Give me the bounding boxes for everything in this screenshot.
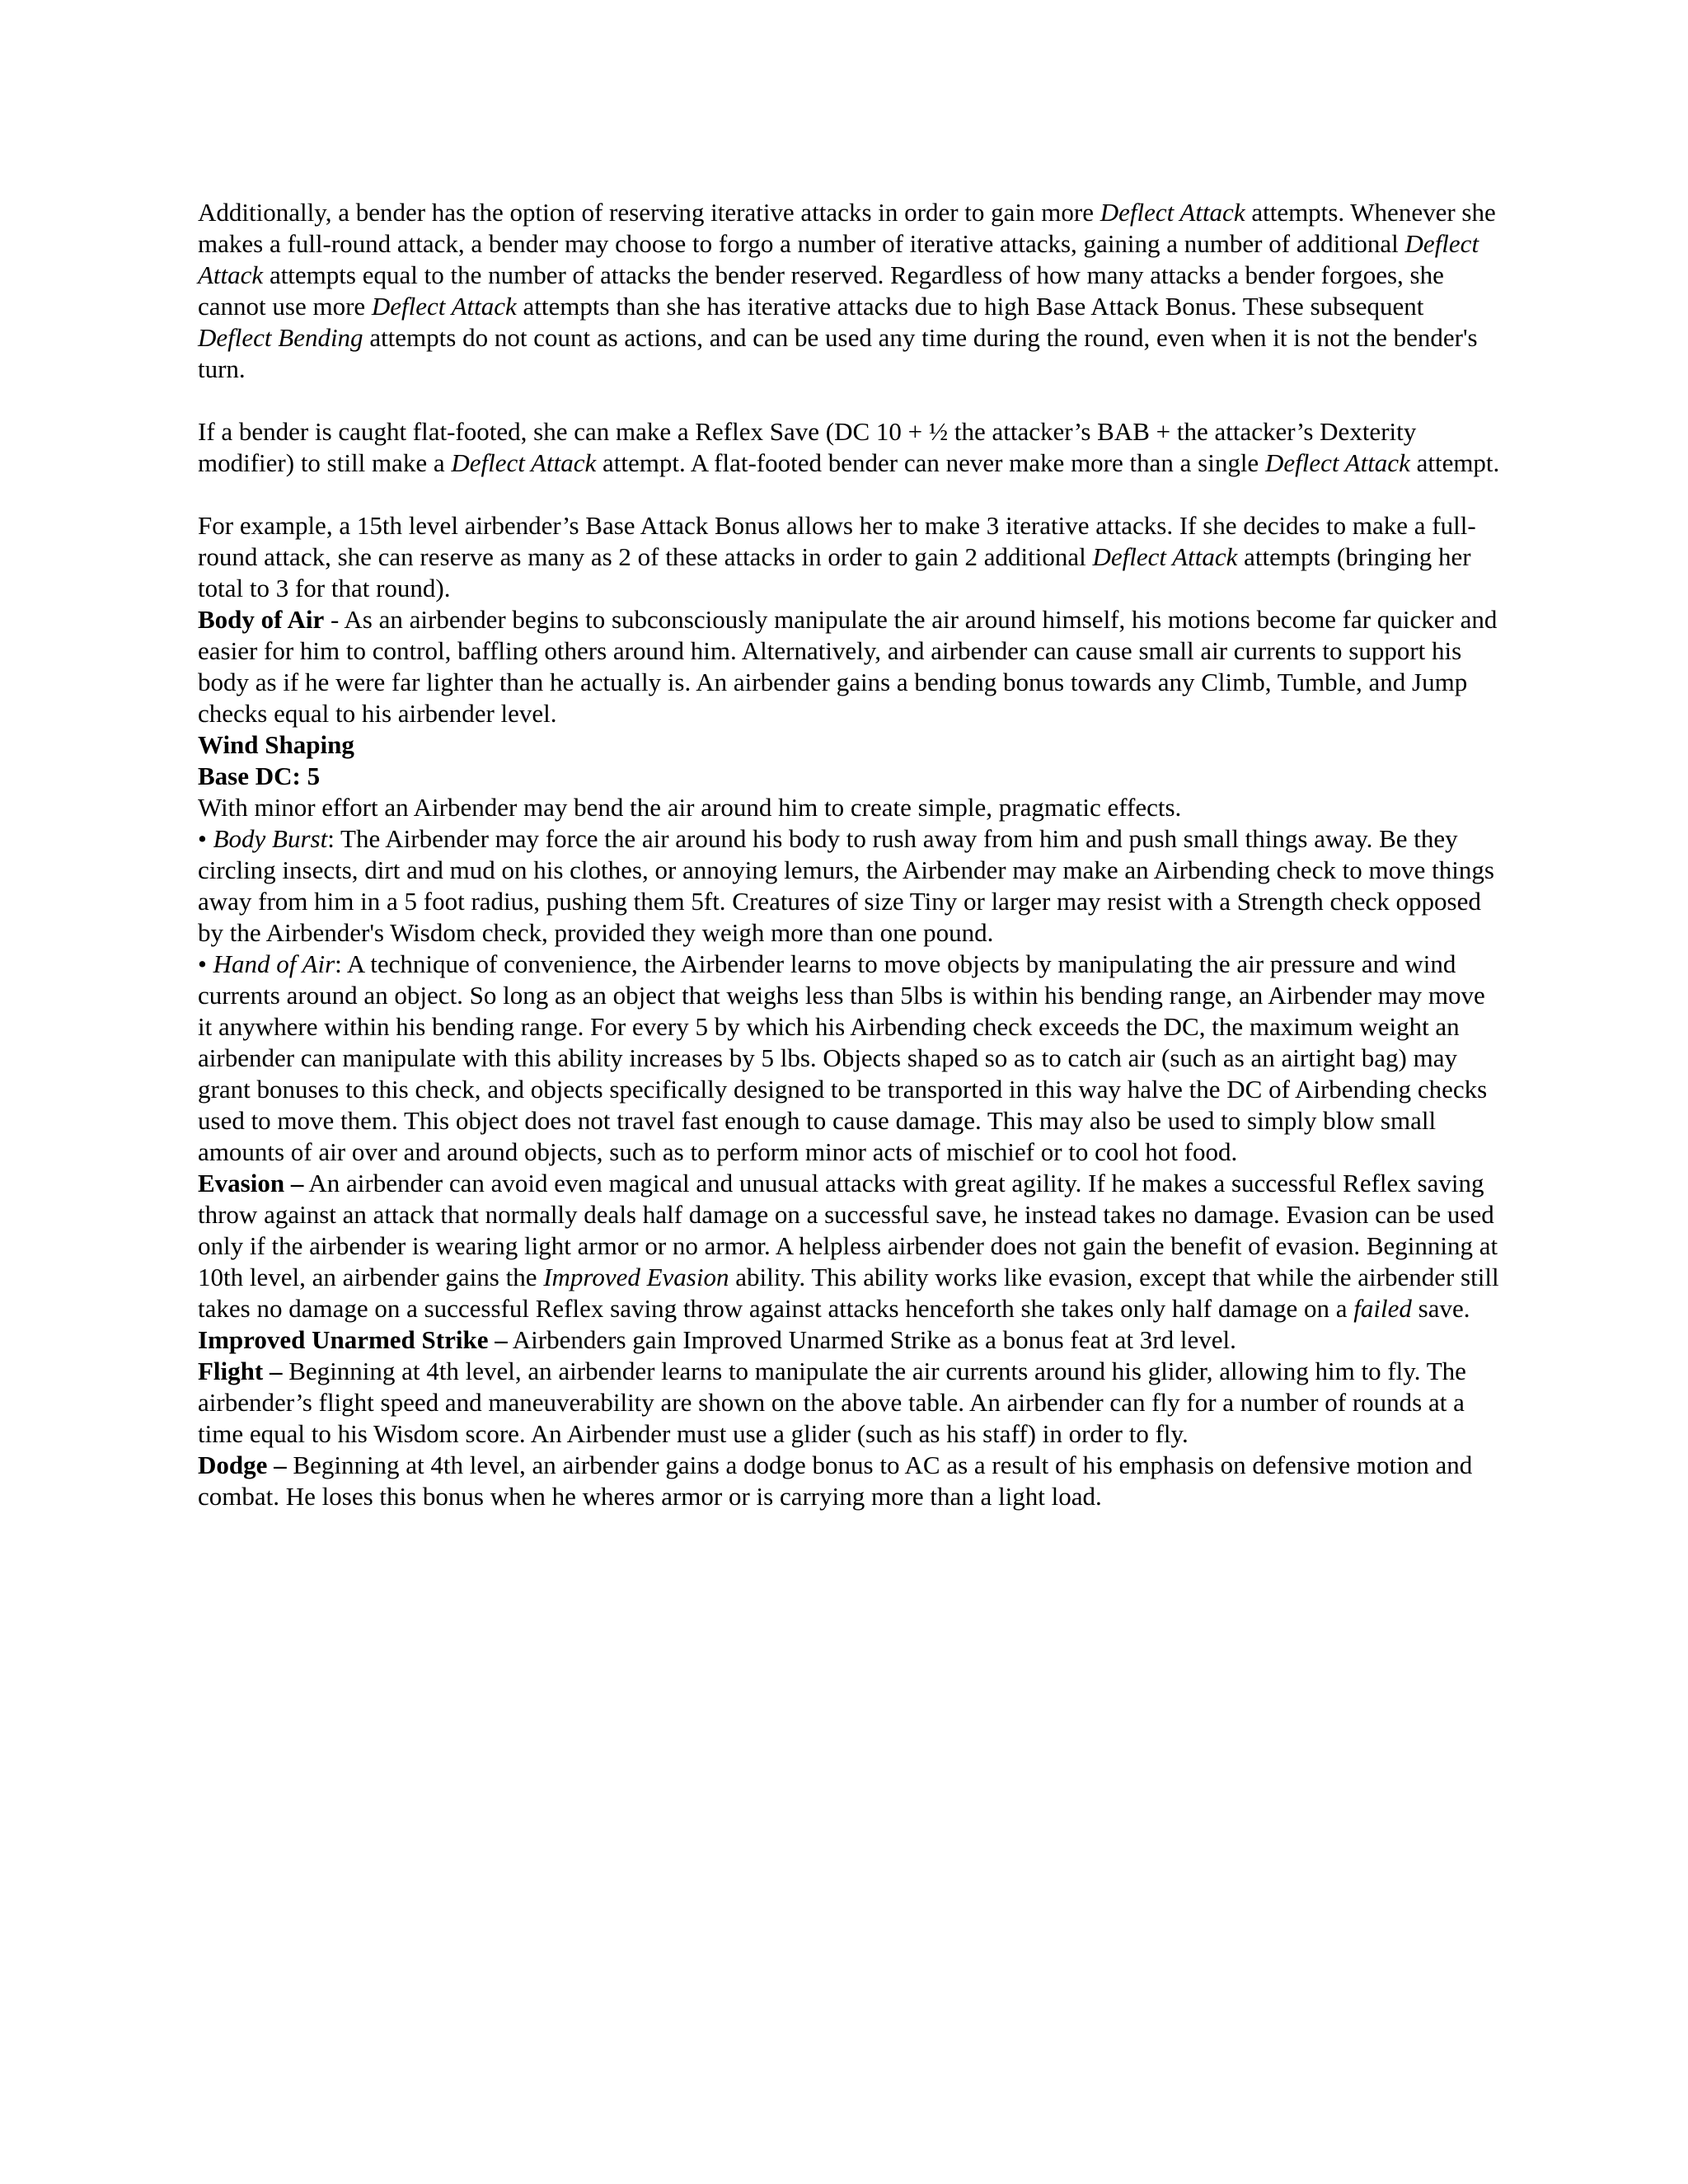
paragraph-improved-unarmed-strike: Improved Unarmed Strike – Airbenders gain Improved Unarmed Strike as a bonus feat at 3rd level. — [198, 1325, 1236, 1354]
term-deflect-attack: Deflect Attack — [451, 448, 597, 477]
term-deflect-attack: Deflect Attack — [371, 292, 517, 321]
term-body-of-air: Body of Air — [198, 605, 325, 634]
paragraph-body-of-air: Body of Air - As an airbender begins to subconsciously manipulate the air around himself, his motions become far quicker and easier for him to control, baffling others around him. Alternatively, and airbender can cause small air currents to support his body as if he were far lighter than he actually is. An airbender gains a bending bonus towards any Climb, Tumble, and Jump checks equal to his airbender level. — [198, 605, 1498, 728]
heading-wind-shaping: Wind Shaping — [198, 730, 354, 759]
term-evasion: Evasion – — [198, 1169, 304, 1197]
term-deflect-attack: Deflect Attack — [198, 229, 1479, 289]
term-improved-unarmed-strike: Improved Unarmed Strike – — [198, 1325, 508, 1354]
bullet-body-burst: • Body Burst: The Airbender may force the air around his body to rush away from him and push small things away. Be they circling insects, dirt and mud on his clothes, or annoying lemurs, the Airbender may make an Airbending check to move things away from him in a 5 foot radius, pushing them 5ft. Creatures of size Tiny or larger may resist with a Strength check opposed by the Airbender's Wisdom check, provided they weigh more than one pound. — [198, 824, 1494, 947]
bullet-icon: • — [198, 949, 213, 978]
term-deflect-attack: Deflect Attack — [1264, 448, 1410, 477]
paragraph-dodge: Dodge – Beginning at 4th level, an airbender gains a dodge bonus to AC as a result of his emphasis on defensive motion and combat. He loses this bonus when he wheres armor or is carrying more than a light load. — [198, 1451, 1473, 1511]
term-deflect-attack: Deflect Attack — [1100, 198, 1245, 227]
paragraph-spacer — [198, 479, 1500, 510]
bullet-icon: • — [198, 824, 213, 853]
term-body-burst: Body Burst — [213, 824, 328, 853]
term-dodge: Dodge – — [198, 1451, 287, 1479]
paragraph-flat-footed: If a bender is caught flat-footed, she can make a Reflex Save (DC 10 + ½ the attacker’s BAB + the attacker’s Dexterity modifier) to still make a Deflect Attack attempt. A flat-footed bender can never make more than a single Deflect Attack attempt. — [198, 417, 1500, 477]
term-hand-of-air: Hand of Air — [213, 949, 335, 978]
paragraph-spacer — [198, 385, 1500, 416]
term-improved-evasion: Improved Evasion — [543, 1263, 729, 1291]
paragraph-iterative-attacks: Additionally, a bender has the option of reserving iterative attacks in order to gain more Deflect Attack attempts. Whenever she makes a full-round attack, a bender may choose to forgo a number of iterative attacks, gaining a number of additional Deflect Attack attempts equal to the number of attacks the bender reserved. Regardless of how many attacks a bender forgoes, she cannot use more Deflect Attack attempts than she has iterative attacks due to high Base Attack Bonus. These subsequent Deflect Bending attempts do not count as actions, and can be used any time during the round, even when it is not the bender's turn. — [198, 198, 1496, 383]
paragraph-evasion: Evasion – An airbender can avoid even magical and unusual attacks with great agility. If he makes a successful Reflex saving throw against an attack that normally deals half damage on a successful save, he instead takes no damage. Evasion can be used only if the airbender is wearing light armor or no armor. A helpless airbender does not gain the benefit of evasion. Beginning at 10th level, an airbender gains the Improved Evasion ability. This ability works like evasion, except that while the airbender still takes no damage on a successful Reflex saving throw against attacks henceforth she takes only half damage on a failed save. — [198, 1169, 1499, 1323]
term-deflect-bending: Deflect Bending — [198, 323, 363, 352]
paragraph-flight: Flight – Beginning at 4th level, an airbender learns to manipulate the air currents around his glider, allowing him to fly. The airbender’s flight speed and maneuverability are shown on the above table. An airbender can fly for a number of rounds at a time equal to his Wisdom score. An Airbender must use a glider (such as his staff) in order to fly. — [198, 1357, 1466, 1448]
document-page — [198, 197, 1500, 1512]
term-flight: Flight – — [198, 1357, 283, 1385]
paragraph-wind-shaping-intro: With minor effort an Airbender may bend the air around him to create simple, pragmatic effects. — [198, 793, 1182, 822]
heading-base-dc: Base DC: 5 — [198, 762, 321, 790]
paragraph-example: For example, a 15th level airbender’s Base Attack Bonus allows her to make 3 iterative attacks. If she decides to make a full-round attack, she can reserve as many as 2 of these attacks in order to gain 2 additional Deflect Attack attempts (bringing her total to 3 for that round). — [198, 511, 1476, 602]
bullet-hand-of-air: • Hand of Air: A technique of convenience, the Airbender learns to move objects by manipulating the air pressure and wind currents around an object. So long as an object that weighs less than 5lbs is within his bending range, an Airbender may move it anywhere within his bending range. For every 5 by which his Airbending check exceeds the DC, the maximum weight an airbender can manipulate with this ability increases by 5 lbs. Objects shaped so as to catch air (such as an airtight bag) may grant bonuses to this check, and objects specifically designed to be transported in this way halve the DC of Airbending checks used to move them. This object does not travel fast enough to cause damage. This may also be used to simply blow small amounts of air over and around objects, such as to perform minor acts of mischief or to cool hot food. — [198, 949, 1488, 1166]
term-deflect-attack: Deflect Attack — [1092, 542, 1238, 571]
term-failed: failed — [1353, 1294, 1412, 1323]
